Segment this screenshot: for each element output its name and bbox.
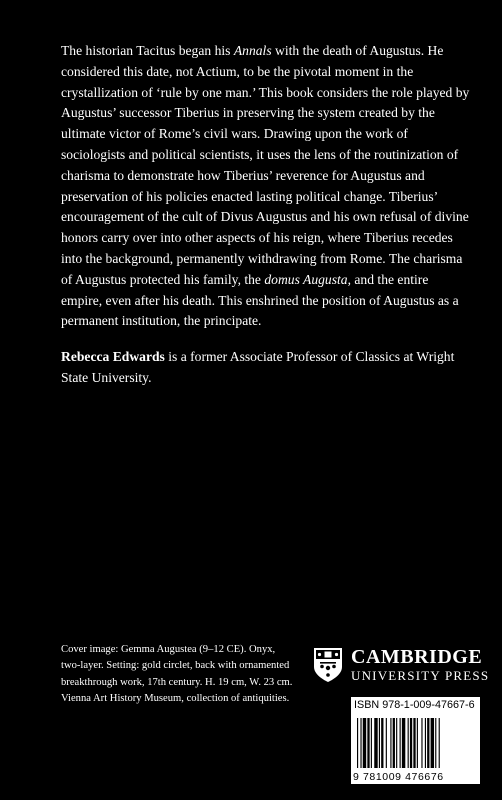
- blurb-title-annals: Annals: [233, 43, 272, 58]
- blurb-part-2: with the death of Augustus. He considered this date, not Actium, to be the pivotal moment in the crystallization of ‘rule by one man.’ This book considers the role played by Augustus’ successor Tiberius in preserving the system created by the ultimate victor of Rome’s civil wars. Drawing upon the work of sociologists and political scientists, it uses the lens of the routinization of charisma to demonstrate how Tiberius’ reverence for Augustus and preservation of his policies enacted lasting political change. Tiberius’ encouragement of the cult of Divus Augustus and his own refusal of divine honors carry over into other aspects of his reign, where Tiberius recedes into the background, permanently withdrawing from Rome. The charisma of Augustus protected his family, the: [61, 43, 470, 287]
- publisher-logo: [313, 647, 489, 683]
- author-bio: [61, 347, 471, 389]
- blurb-domus-augusta: domus Augusta: [264, 271, 348, 287]
- publisher-name: CAMBRIDGE: [351, 646, 483, 668]
- blurb-text: [61, 41, 471, 332]
- blurb-part-3: , and the entire empire, even after his death. This enshrined the position of Augustus as a permanent institution, the principate.: [61, 271, 459, 329]
- author-bio-text: is a former Associate Professor of Classics at Wright State University.: [61, 349, 455, 385]
- author-name: Rebecca Edwards: [61, 349, 165, 364]
- cambridge-shield-icon: [313, 647, 343, 683]
- publisher-subtitle: UNIVERSITY PRESS: [351, 668, 490, 683]
- blurb-part-1: The historian Tacitus began his: [61, 43, 234, 58]
- isbn-label: ISBN 978-1-009-47667-6: [351, 697, 480, 714]
- isbn-barcode: [351, 714, 480, 784]
- barcode-digits: 9 781009 476676: [353, 771, 444, 783]
- cover-credit: Cover image: Gemma Augustea (9–12 CE). Onyx, two-layer. Setting: gold circlet, back with ornamented breakthrough work, 17th century. H. 19 cm, W. 23 cm. Vienna Art History Museum, collection of antiquities.: [61, 644, 293, 705]
- barcode-bars: [351, 714, 480, 770]
